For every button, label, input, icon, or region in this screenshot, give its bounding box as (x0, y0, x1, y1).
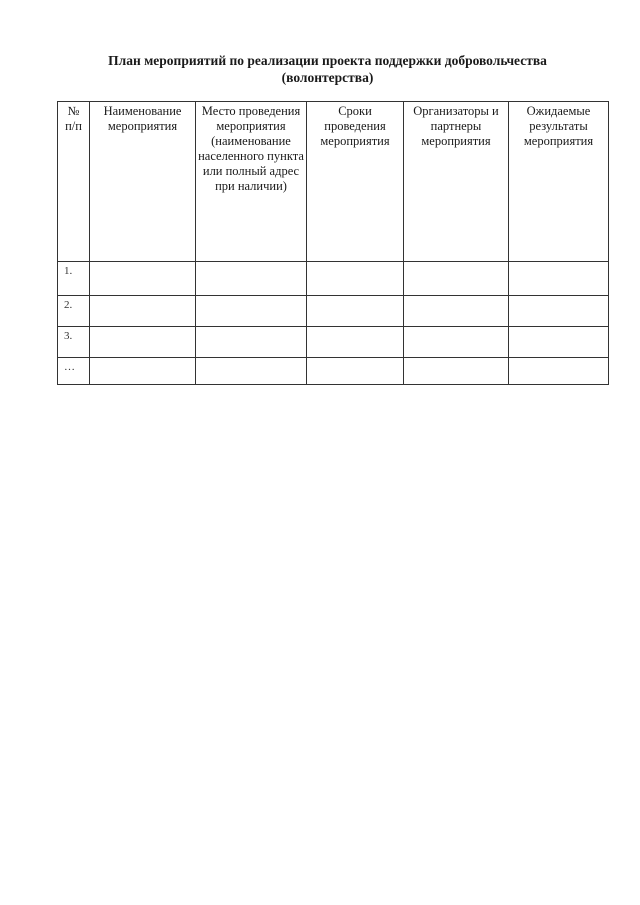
row-number: … (58, 358, 90, 385)
table-row (58, 358, 609, 385)
header-event-location: Место проведения мероприятия (наименование населенного пункта или полный адрес при наличии) (196, 102, 307, 262)
cell-organizers (404, 358, 509, 385)
table-row (58, 262, 609, 296)
cell-expected-results (509, 327, 609, 358)
table-row (58, 296, 609, 327)
row-number: 3. (58, 327, 90, 358)
events-plan-table (57, 101, 609, 385)
cell-organizers (404, 296, 509, 327)
table-header-row (58, 102, 609, 262)
cell-event-dates (307, 358, 404, 385)
cell-event-name (90, 296, 196, 327)
header-expected-results: Ожидаемые результаты мероприятия (509, 102, 609, 262)
title-line-1: План мероприятий по реализации проекта поддержки добровольчества (108, 53, 547, 68)
cell-event-dates (307, 296, 404, 327)
cell-expected-results (509, 262, 609, 296)
cell-event-name (90, 358, 196, 385)
cell-event-location (196, 327, 307, 358)
header-number-abbr: п/п (65, 119, 82, 133)
cell-event-dates (307, 327, 404, 358)
cell-event-location (196, 358, 307, 385)
cell-organizers (404, 327, 509, 358)
cell-organizers (404, 262, 509, 296)
cell-event-name (90, 327, 196, 358)
header-number (58, 102, 90, 262)
title-line-2: (волонтерства) (281, 70, 374, 85)
header-organizers: Организаторы и партнеры мероприятия (404, 102, 509, 262)
cell-event-location (196, 262, 307, 296)
cell-event-location (196, 296, 307, 327)
header-event-name: Наименование мероприятия (90, 102, 196, 262)
cell-event-name (90, 262, 196, 296)
row-number: 2. (58, 296, 90, 327)
cell-event-dates (307, 262, 404, 296)
document-title (60, 52, 595, 86)
cell-expected-results (509, 296, 609, 327)
header-number-sign: № (67, 104, 80, 118)
header-event-dates: Сроки проведения мероприятия (307, 102, 404, 262)
table-row (58, 327, 609, 358)
row-number: 1. (58, 262, 90, 296)
cell-expected-results (509, 358, 609, 385)
